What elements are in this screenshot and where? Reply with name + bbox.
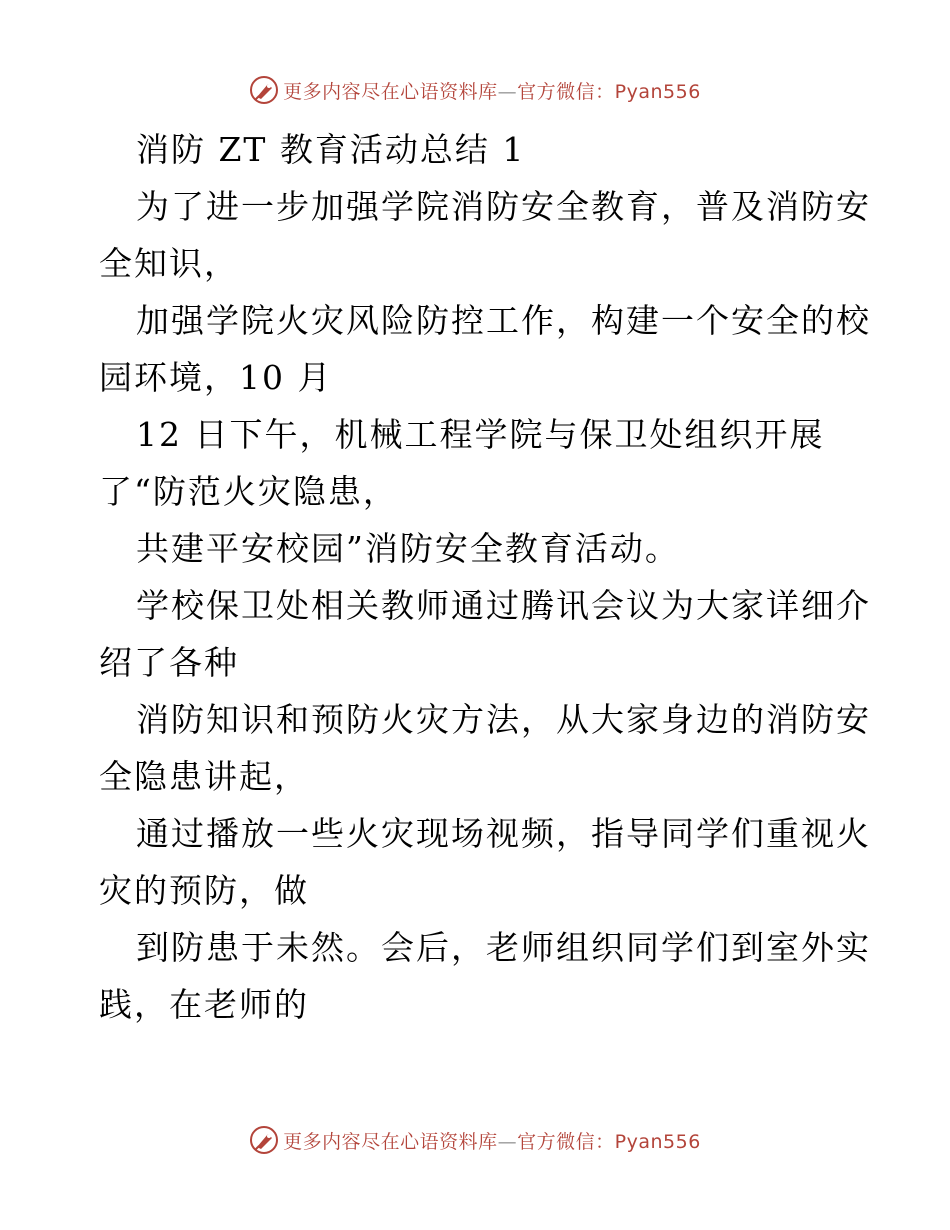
paragraph-line: 12 日下午，机械工程学院与保卫处组织开展 (136, 415, 825, 454)
paragraph-line: 通过播放一些火灾现场视频，指导同学们重视火 (136, 814, 871, 853)
paragraph-line: 共建平安校园”消防安全教育活动。 (136, 529, 680, 568)
paragraph-line: 为了进一步加强学院消防安全教育，普及消防安 (136, 187, 871, 226)
footer-banner (0, 1120, 950, 1160)
paragraph-line: 了“防范火灾隐患， (99, 472, 398, 511)
pen-nib-icon (249, 75, 279, 105)
paragraph-line: 全隐患讲起， (99, 757, 309, 796)
banner-text: 更多内容尽在心语资料库—官方微信：Pyan556 (283, 80, 701, 103)
paragraph-line: 加强学院火灾风险防控工作，构建一个安全的校 (136, 301, 871, 340)
document-title: 消防 ZT 教育活动总结 1 (136, 130, 526, 169)
paragraph-line: 到防患于未然。会后，老师组织同学们到室外实 (136, 928, 871, 967)
paragraph-line: 消防知识和预防火灾方法，从大家身边的消防安 (136, 700, 871, 739)
banner-text: 更多内容尽在心语资料库—官方微信：Pyan556 (283, 1130, 701, 1153)
paragraph-line: 学校保卫处相关教师通过腾讯会议为大家详细介 (136, 586, 871, 625)
paragraph-line: 园环境，10 月 (99, 358, 333, 397)
paragraph-line: 绍了各种 (99, 643, 239, 682)
paragraph-line: 全知识， (99, 244, 239, 283)
header-banner (0, 70, 950, 110)
paragraph-line: 灾的预防，做 (99, 871, 309, 910)
paragraph-line: 践，在老师的 (99, 985, 309, 1024)
pen-nib-icon (249, 1125, 279, 1155)
